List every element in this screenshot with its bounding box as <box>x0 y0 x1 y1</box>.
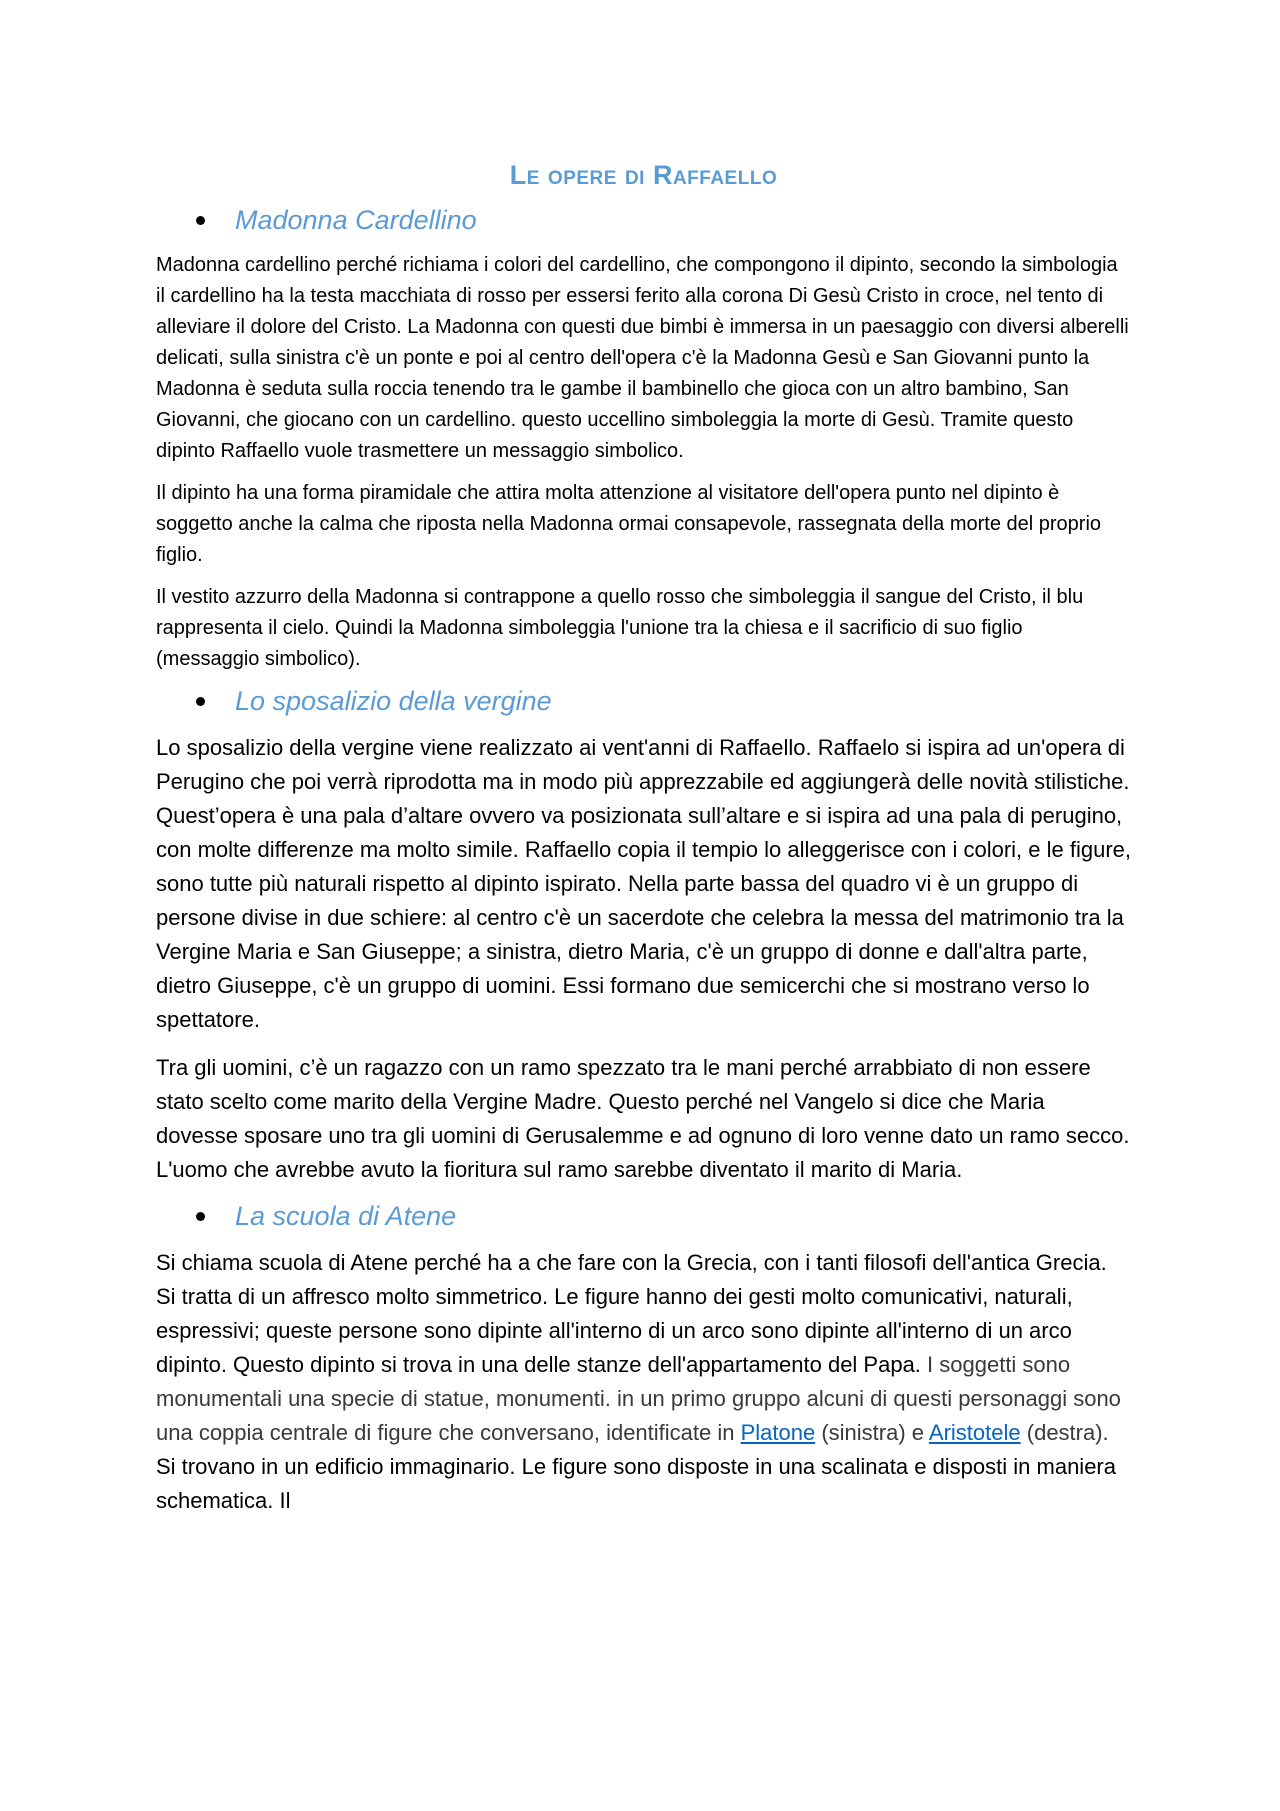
section-heading-sposalizio <box>156 686 1131 717</box>
paragraph: Madonna cardellino perché richiama i colori del cardellino, che compongono il dipinto, secondo la simbologia il cardellino ha la testa macchiata di rosso per essersi ferito alla corona Di Gesù Cristo in croce, nel tento di alleviare il dolore del Cristo. La Madonna con questi due bimbi è immersa in un paesaggio con diversi alberelli delicati, sulla sinistra c'è un ponte e poi al centro dell'opera c'è la Madonna Gesù e San Giovanni punto la Madonna è seduta sulla roccia tenendo tra le gambe il bambinello che gioca con un altro bambino, San Giovanni, che giocano con un cardellino. questo uccellino simboleggia la morte di Gesù. Tramite questo dipinto Raffaello vuole trasmettere un messaggio simbolico. <box>156 254 1129 462</box>
paragraph <box>156 1246 1131 1518</box>
paragraph-text: Si trovano in un edificio immaginario. Le figure sono disposte in una scalinata e disposti in maniera schematica. Il <box>156 1454 1116 1513</box>
paragraph-text: Si chiama scuola di Atene perché ha a che fare con la Grecia, con i tanti filosofi dell'antica Grecia. Si tratta di un affresco molto simmetrico. Le figure hanno dei gesti molto comunicativi, naturali, espressivi; queste persone sono dipinte all'interno di un arco sono dipinte all'interno di un arco dipinto. Questo dipinto si trova in una delle stanze dell'appartamento del Papa. <box>156 1250 1107 1377</box>
paragraph-text-gray: I soggetti sono monumentali una specie di statue, monumenti. in un primo gruppo alcuni di questi personaggi sono una coppia centrale di figure che conversano, identificate in <box>156 1352 1121 1445</box>
link-aristotele[interactable]: Aristotele <box>928 1420 1021 1445</box>
paragraph: Lo sposalizio della vergine viene realizzato ai vent'anni di Raffaello. Raffaelo si ispira ad un'opera di Perugino che poi verrà riprodotta ma in modo più apprezzabile ed aggiungerà delle novità stilistiche. Quest’opera è una pala d’altare ovvero va posizionata sull’altare e si ispira ad una pala di perugino, con molte differenze ma molto simile. Raffaello copia il tempio lo alleggerisce con i colori, e le figure, sono tutte più naturali rispetto al dipinto ispirato. Nella parte bassa del quadro vi è un gruppo di persone divise in due schiere: al centro c'è un sacerdote che celebra la messa del matrimonio tra la Vergine Maria e San Giuseppe; a sinistra, dietro Maria, c'è un gruppo di donne e dall'altra parte, dietro Giuseppe, c'è un gruppo di uomini. Essi formano due semicerchi che si mostrano verso lo spettatore. <box>156 735 1131 1032</box>
bullet-icon <box>196 216 205 225</box>
bullet-icon <box>196 697 205 706</box>
section-heading-label: Lo sposalizio della vergine <box>235 686 552 716</box>
paragraph-text-gray: (destra). <box>1020 1420 1109 1445</box>
section-heading-scuola-di-atene <box>156 1201 1131 1232</box>
section-heading-label: Madonna Cardellino <box>235 205 477 235</box>
document-page <box>156 160 1131 1532</box>
section-heading-label: La scuola di Atene <box>235 1201 457 1231</box>
link-platone[interactable]: Platone <box>740 1420 816 1445</box>
bullet-icon <box>196 1212 205 1221</box>
paragraph: Tra gli uomini, c’è un ragazzo con un ramo spezzato tra le mani perché arrabbiato di non essere stato scelto come marito della Vergine Madre. Questo perché nel Vangelo si dice che Maria dovesse sposare uno tra gli uomini di Gerusalemme e ad ognuno di loro venne dato un ramo secco. L'uomo che avrebbe avuto la fioritura sul ramo sarebbe diventato il marito di Maria. <box>156 1055 1130 1182</box>
section-heading-madonna-cardellino <box>156 205 1131 236</box>
paragraph: Il dipinto ha una forma piramidale che attira molta attenzione al visitatore dell'opera punto nel dipinto è soggetto anche la calma che riposta nella Madonna ormai consapevole, rassegnata della morte del proprio figlio. <box>156 482 1102 566</box>
paragraph-text-gray: (sinistra) e <box>815 1420 929 1445</box>
paragraph: Il vestito azzurro della Madonna si contrappone a quello rosso che simboleggia il sangue del Cristo, il blu rappresenta il cielo. Quindi la Madonna simboleggia l'unione tra la chiesa e il sacrificio di suo figlio (messaggio simbolico). <box>156 586 1084 670</box>
document-title: Le opere di Raffaello <box>509 160 778 190</box>
